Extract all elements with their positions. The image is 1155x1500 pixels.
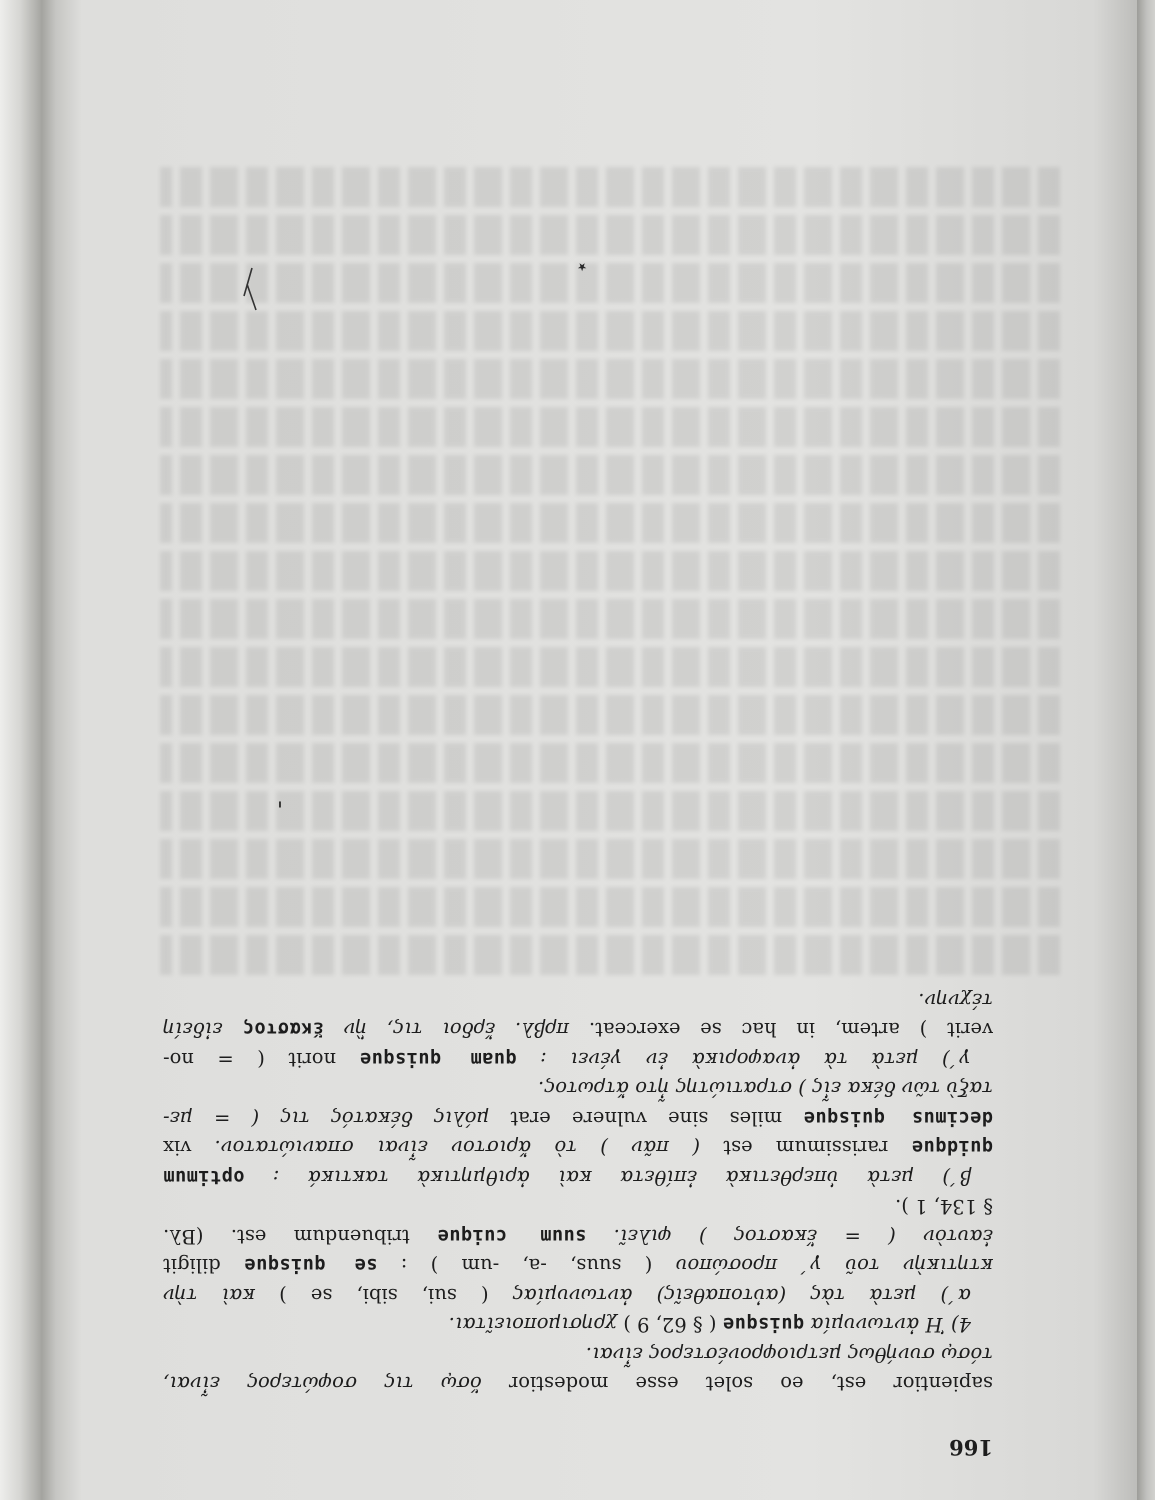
latin-text: rarissimum est <box>699 1136 912 1160</box>
latin-text: diligit <box>163 1254 245 1278</box>
greek-text: β΄) μετὰ ὑπερθετικὰ ἐπίθετα καὶ ἀριθμητικὰ τακτικά : <box>244 1166 971 1189</box>
bold-term: ἕκαστος <box>242 1018 324 1040</box>
bold-term: quidque <box>911 1136 993 1158</box>
greek-text: τέχνην. <box>918 989 993 1012</box>
marginal-mark: ' <box>276 785 283 810</box>
greek-text: κτητικὴν τοῦ γ΄ προσώπου <box>652 1254 993 1278</box>
text-line <box>163 1340 993 1370</box>
greek-text: εἰδείη <box>163 1018 243 1042</box>
latin-text: ( sui, sibi, se ) <box>255 1284 489 1307</box>
greek-text: καὶ τὴν <box>163 1284 256 1307</box>
text-lines <box>163 986 993 1399</box>
latin-text: norit ( = no- <box>163 1048 360 1071</box>
latin-text: ( § 62, 9 ) <box>617 1313 723 1337</box>
bold-term: suum cuique <box>437 1225 587 1246</box>
text-line <box>163 1015 993 1045</box>
text-line <box>163 1104 993 1134</box>
latin-text: sapientior est, eo solet esse modestior <box>481 1372 993 1396</box>
text-line <box>163 1222 993 1252</box>
marginal-mark: ⋆ <box>575 254 589 279</box>
latin-text: vix <box>163 1136 192 1160</box>
greek-text: πρβλ. ἔρδοι τις, ἣν <box>323 1018 570 1042</box>
page-number: 166 <box>949 1435 993 1460</box>
latin-text: § 134, 1 ). <box>895 1195 993 1219</box>
greek-text: τόσῳ συνήθως μετριοφρονέστερος εἶναι. <box>585 1343 993 1366</box>
text-line <box>163 1369 993 1399</box>
bold-term: decimus quisque <box>803 1107 993 1128</box>
greek-text: ( πᾶν ) τὸ ἄριστον εἶναι σπανιώτατον. <box>191 1136 700 1160</box>
greek-text: χρησιμοποιεῖται. <box>448 1313 618 1337</box>
text-line <box>163 1281 993 1311</box>
text-line <box>163 1251 993 1281</box>
text-line <box>163 1133 993 1163</box>
text-line <box>163 1045 993 1075</box>
latin-text: tribuendum est. (Βλ. <box>163 1225 438 1248</box>
greek-text: 4) Ἡ ἀντωνυμία <box>804 1313 971 1337</box>
greek-text: γ΄) μετὰ τὰ ἀναφορικὰ ἐν γένει : <box>516 1048 971 1071</box>
text-line <box>163 986 993 1016</box>
greek-text: ταξὺ τῶν δέκα εἷς ) στρατιώτης ἦτο ἄτρωτος. <box>538 1077 993 1101</box>
latin-text: ( suus, -a, -um ) : <box>377 1254 653 1278</box>
latin-text: verit ) artem, in hac se exerceat. <box>569 1018 993 1042</box>
bold-term: se quisque <box>244 1254 378 1276</box>
greek-text: ὅσῳ τις σοφώτερος εἶναι, <box>163 1372 482 1396</box>
bold-term: optimum <box>163 1166 245 1187</box>
pencil-mark <box>236 266 260 312</box>
bold-term: quisque <box>722 1313 805 1335</box>
page-text <box>163 986 993 1463</box>
greek-text: α΄) μετὰ τὰς (αὐτοπαθεῖς) ἀντωνυμίας <box>488 1284 971 1307</box>
latin-text: miles sine vulnere erat <box>489 1107 804 1130</box>
bold-term: quam quisque <box>359 1048 517 1069</box>
greek-text: ἑαυτὸν ( = ἕκαστος ) φιλεῖ. <box>586 1225 993 1248</box>
text-line <box>163 1310 993 1340</box>
text-line <box>163 1074 993 1104</box>
greek-text: μόλις δέκατός τις ( = με- <box>163 1107 490 1130</box>
text-line <box>163 1163 993 1193</box>
text-line <box>163 1192 993 1222</box>
